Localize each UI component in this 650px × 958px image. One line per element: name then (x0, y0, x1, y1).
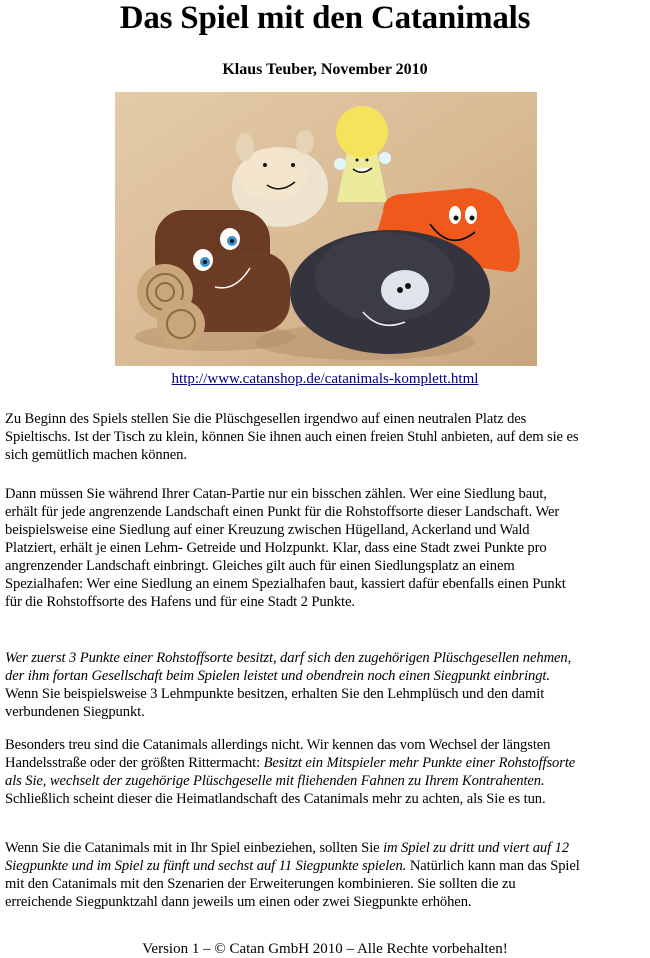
text-run: Wenn Sie die Catanimals mit in Ihr Spiel einbeziehen, sollten Sie (5, 840, 384, 856)
text-run: erreichende Siegpunktzahl dann jeweils um einen oder zwei Siegpunkte erhöhen. (5, 894, 472, 910)
text-run: mit den Catanimals mit den Szenarien der Erweiterungen kombinieren. Sie sollten die zu (5, 876, 516, 892)
paragraph-2-line (5, 575, 566, 593)
text-run: Wenn Sie beispielsweise 3 Lehmpunkte besitzen, erhalten Sie den Lehmplüsch und den damit (5, 686, 545, 702)
catanshop-link[interactable]: http://www.catanshop.de/catanimals-komplett.html (171, 371, 479, 387)
text-run: Platziert, erhält je einen Lehm- Getreide und Holzpunkt. Klar, dass eine Stadt zwei Punkte pro (5, 540, 547, 556)
document-title: Das Spiel mit den Catanimals (119, 0, 531, 36)
paragraph-5-line (5, 857, 580, 875)
emphasized-text: im Spiel zu dritt und viert auf 12 (383, 840, 569, 856)
catanimals-photo (115, 92, 537, 366)
text-run: Spieltischs. Ist der Tisch zu klein, können Sie ihnen auch einen freien Stuhl anbieten, auf dem sie es (5, 429, 579, 445)
emphasized-text: Wer zuerst 3 Punkte einer Rohstoffsorte besitzt, darf sich den zugehörigen Plüschgesellen nehmen, (5, 650, 572, 666)
text-run: Schließlich scheint dieser die Heimatlandschaft des Catanimals mehr zu achten, als Sie es tun. (5, 791, 546, 807)
emphasized-text: der ihm fortan Gesellschaft beim Spielen leistet und obendrein noch einen Siegpunkt einbringt. (5, 668, 550, 684)
paragraph-4-line (5, 772, 545, 790)
text-run: Spezialhafen: Wer eine Siedlung an einem Spezialhafen baut, kassiert dafür ebenfalls einen Punkt (5, 576, 566, 592)
author-line: Klaus Teuber, November 2010 (222, 61, 428, 78)
paragraph-2-line (5, 485, 547, 503)
text-run: Zu Beginn des Spiels stellen Sie die Plüschgesellen irgendwo auf einen neutralen Platz des (5, 411, 527, 427)
paragraph-3-line (5, 649, 571, 667)
paragraph-2-line (5, 539, 547, 557)
text-run: Besonders treu sind die Catanimals allerdings nicht. Wir kennen das vom Wechsel der längsten (5, 737, 551, 753)
paragraph-4-line (5, 754, 575, 772)
paragraph-3-line (5, 685, 544, 703)
paragraph-2-line (5, 503, 559, 521)
text-run: für die Rohstoffsorte des Hafens und für eine Stadt 2 Punkte. (5, 594, 355, 610)
footer-copyright: Version 1 – © Catan GmbH 2010 – Alle Rechte vorbehalten! (142, 941, 508, 957)
emphasized-text: Siegpunkte und im Spiel zu fünft und sechst auf 11 Siegpunkte spielen. (5, 858, 407, 874)
paragraph-4-line (5, 736, 550, 754)
paragraph-1-line (5, 428, 578, 446)
text-run: erhält für jede angrenzende Landschaft einen Punkt für die Rohstoffsorte dieser Landschaft. Wer (5, 504, 560, 520)
text-run: sich gemütlich machen können. (5, 447, 187, 463)
paragraph-3-line (5, 703, 145, 721)
paragraph-3-line (5, 667, 550, 685)
text-run: beispielsweise eine Siedlung auf einer Kreuzung zwischen Hügelland, Ackerland und Wald (5, 522, 530, 538)
paragraph-5-line (5, 893, 471, 911)
paragraph-1-line (5, 446, 187, 464)
emphasized-text: Besitzt ein Mitspieler mehr Punkte einer Rohstoffsorte (263, 755, 576, 771)
paragraph-1-line (5, 410, 526, 428)
paragraph-5-line (5, 875, 516, 893)
paragraph-2-line (5, 521, 530, 539)
text-run: Handelsstraße oder der größten Rittermacht: (5, 755, 264, 771)
text-run: angrenzender Landschaft einbringt. Gleiches gilt auch für einen Siedlungsplatz an einem (5, 558, 515, 574)
paragraph-4-line (5, 790, 546, 808)
emphasized-text: als Sie, wechselt der zugehörige Plüschgeselle mit fliehenden Fahnen zu Ihrem Kontrahenten. (5, 773, 545, 789)
paragraph-2-line (5, 593, 355, 611)
paragraph-5-line (5, 839, 569, 857)
text-run: Dann müssen Sie während Ihrer Catan-Partie nur ein bisschen zählen. Wer eine Siedlung baut, (5, 486, 547, 502)
paragraph-2-line (5, 557, 515, 575)
text-run: verbundenen Siegpunkt. (5, 704, 145, 720)
text-run: Natürlich kann man das Spiel (406, 858, 580, 874)
shop-link-line (0, 370, 650, 388)
